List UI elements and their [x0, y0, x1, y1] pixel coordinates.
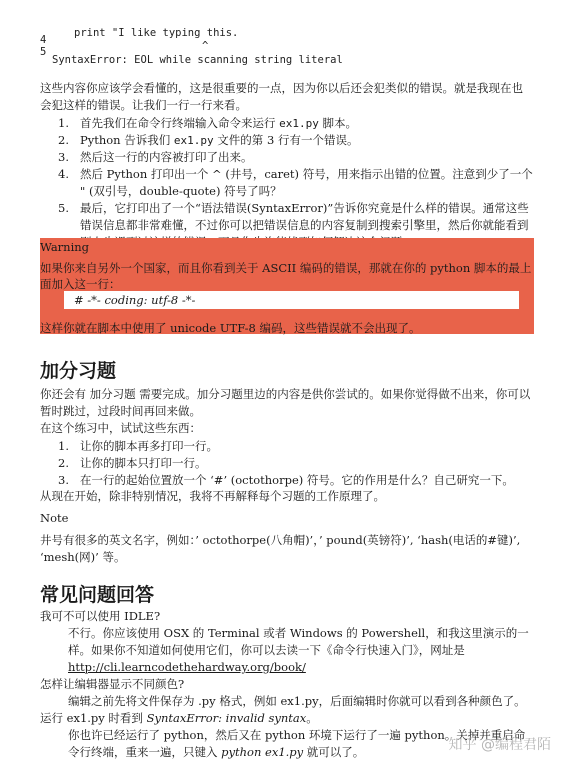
list-item [58, 472, 536, 489]
extra-credit-list [58, 438, 536, 489]
extra-credit-try: 在这个练习中，试试这些东西： [40, 421, 201, 435]
note-text: 井号有很多的英文名字，例如：’ octothorpe(八角帽)’，’ pound(英镑符)’, ‘hash(电话的#键)’, ‘mesh(网)’ 等。 [40, 533, 521, 564]
faq-q3 [40, 710, 318, 727]
list-item [58, 166, 536, 200]
list-text: 让你的脚本再多打印一行。 [80, 439, 218, 453]
list-text: 然后这一行的内容被打印了出来。 [80, 150, 253, 164]
list-number: 3. [58, 150, 69, 164]
faq-q3-post: 。 [306, 711, 318, 725]
warning-body: 如果你来自另外一个国家，而且你看到关于 ASCII 编码的错误，那就在你的 python 脚本的最上面加入这一行： [40, 261, 532, 291]
list-text-tail: 文件的第 3 行有一个错误。 [213, 133, 359, 147]
list-number: 2. [58, 133, 69, 147]
warning-footer: 这样你就在脚本中使用了 unicode UTF-8 编码，这些错误就不会出现了。 [40, 321, 421, 335]
code-caret: ^ [202, 40, 209, 52]
faq-q2: 怎样让编辑器显示不同颜色? [40, 677, 185, 691]
inline-code: ex1.py [279, 117, 319, 130]
code-error-line: SyntaxError: EOL while scanning string literal [52, 54, 343, 66]
faq-q1: 我可不可以使用 IDLE? [40, 609, 161, 623]
warning-code-row [64, 291, 519, 309]
no-more-explain: 从现在开始，除非特别情况，我将不再解释每个习题的工作原理了。 [40, 489, 385, 503]
faq-a1 [68, 625, 534, 676]
warning-title: Warning [40, 240, 90, 254]
code-line-number-4: 4 [40, 34, 47, 46]
list-text: 最后，它打印出了一个“语法错误(SyntaxError)”告诉你究竟是什么样的错误。通常这些错误信息都非常难懂，不过你可以把错误信息的内容复制到搜索引擎里，然后你就能看到 [80, 201, 529, 232]
code-line-number-5: 5 [40, 46, 47, 58]
watermark: 知乎 @编程君陌 [448, 737, 551, 753]
list-text: 在一行的起始位置放一个 ‘#’ (octothorpe) 符号。它的作用是什么？自己研究一下。 [80, 473, 514, 487]
list-number: 1. [58, 116, 69, 130]
list-number: 5. [58, 201, 69, 215]
list-item [58, 455, 536, 472]
extra-credit-intro: 你还会有 加分习题 需要完成。加分习题里边的内容是供你尝试的。如果你觉得做不出来，你可以暂时跳过，过段时间再回来做。 [40, 387, 531, 418]
list-text-tail: 脚本。 [318, 116, 358, 130]
list-text: 然后 Python 打印出一个 ^ (井号，caret) 符号，用来指示出错的位置。注意到少了一个 " (双引号，double-quote) 符号了吗？ [80, 167, 533, 198]
faq-a3-pre: 你也许已经运行了 python，然后又在 python 环境下运行了一遍 python。关掉并重启命令行终端，重来一遍，只键入 [68, 728, 526, 759]
intro-paragraph: 这些内容你应该学会看懂的，这是很重要的一点，因为你以后还会犯类似的错误。就是我现在也会犯这样的错误。让我们一行一行来看。 [40, 81, 523, 112]
section-title-extra-credit: 加分习题 [40, 360, 117, 382]
inline-code: ex1.py [173, 134, 214, 147]
list-item [58, 149, 536, 166]
faq-a3-command: python ex1.py [221, 745, 304, 759]
section-title-faq: 常见问题回答 [40, 584, 155, 606]
list-number: 1. [58, 439, 69, 453]
note-label: Note [40, 511, 69, 525]
list-text: Python 告诉我们 [80, 133, 174, 147]
faq-a3-post: 就可以了。 [303, 745, 365, 759]
faq-q3-error: SyntaxError: invalid syntax [146, 711, 307, 725]
faq-a2: 编辑之前先将文件保存为 .py 格式，例如 ex1.py，后面编辑时你就可以看到各种颜色了。 [68, 694, 526, 708]
list-item [58, 132, 536, 149]
cli-book-link[interactable]: http://cli.learncodethehardway.org/book/ [68, 660, 306, 674]
faq-a1-text: 不行。你应该使用 OSX 的 Terminal 或者 Windows 的 Powershell，和我这里演示的一样。如果你不知道如何使用它们，你可以去读一下《命令行快速入门》，网址是 [68, 626, 529, 657]
list-text: 首先我们在命令行终端输入命令来运行 [80, 116, 280, 130]
list-number: 4. [58, 167, 69, 181]
list-item [58, 115, 536, 132]
list-number: 2. [58, 456, 69, 470]
list-number: 3. [58, 473, 69, 487]
code-print-line: print "I like typing this. [74, 27, 239, 39]
list-text: 让你的脚本只打印一行。 [80, 456, 207, 470]
steps-list [58, 115, 536, 251]
warning-code: # -*- coding: utf-8 -*- [74, 293, 196, 307]
warning-box [40, 238, 534, 334]
faq-q3-pre: 运行 ex1.py 时看到 [40, 711, 147, 725]
list-item [58, 438, 536, 455]
